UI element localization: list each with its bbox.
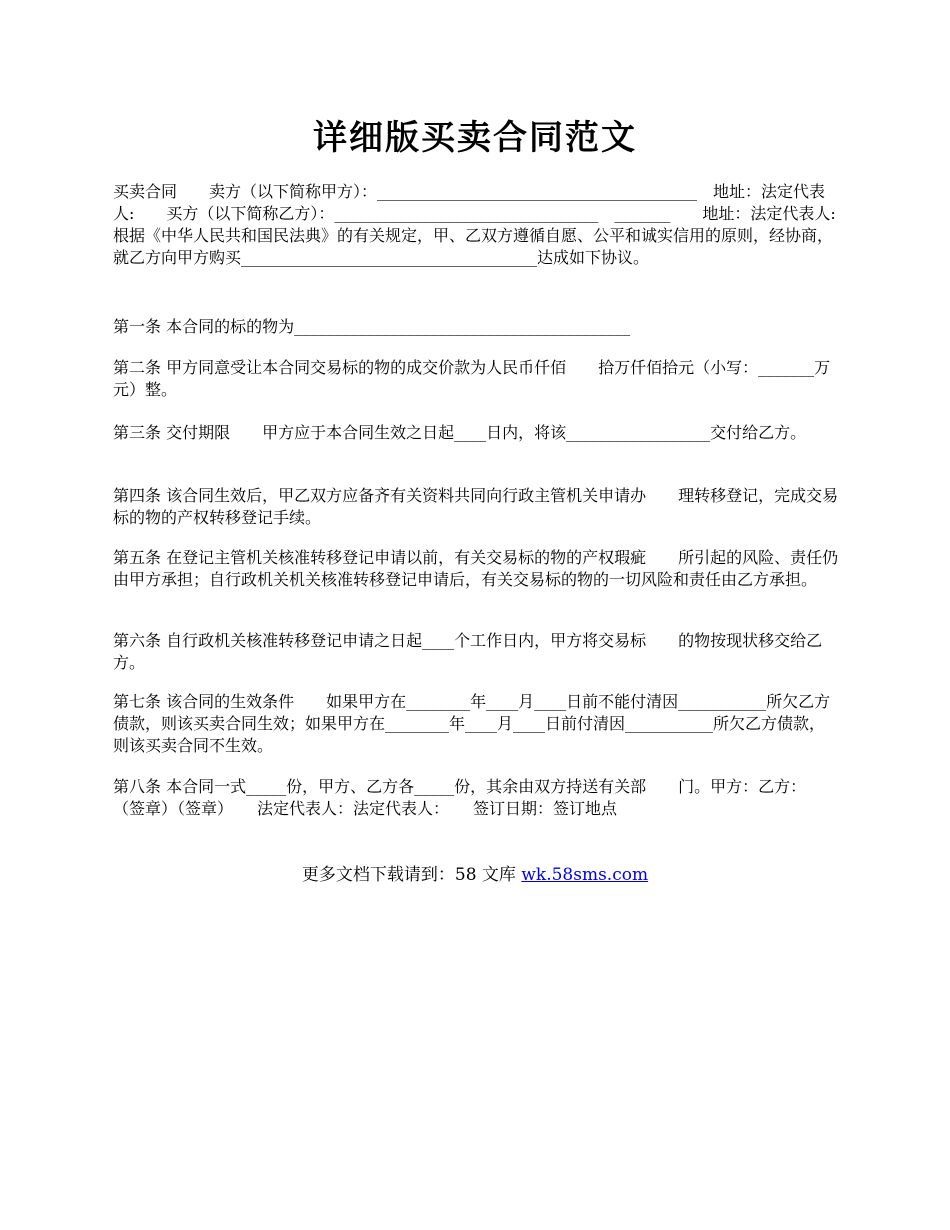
footer-link[interactable]: wk.58sms.com <box>521 865 649 885</box>
document-title: 详细版买卖合同范文 <box>313 118 637 158</box>
footer-text: 更多文档下载请到：58 文库 <box>301 865 522 885</box>
article-6: 第六条 自行政机关核准转移登记申请之日起____个工作日内，甲方将交易标 的物按现状移交给乙方。 <box>113 631 823 672</box>
article-4: 第四条 该合同生效后，甲乙双方应备齐有关资料共同向行政主管机关申请办 理转移登记，完成交易标的物的产权转移登记手续。 <box>113 486 839 527</box>
article-8-and-signatures: 第八条 本合同一式_____份，甲方、乙方各_____份，其余由双方持送有关部 门。甲方：乙方： （签章）（签章） 法定代表人：法定代表人： 签订日期：签订地点 <box>113 777 847 818</box>
article-1: 第一条 本合同的标的物为__________________________________________ <box>113 317 631 336</box>
article-5: 第五条 在登记主管机关核准转移登记申请以前，有关交易标的物的产权瑕疵 所引起的风险、责任仍由甲方承担；自行政机关机关核准转移登记申请后，有关交易标的物的一切风险和责任由乙方承担。 <box>113 548 839 589</box>
contract-preamble: 买卖合同 卖方（以下简称甲方）：________________________________________ 地址：法定代表人: 买方（以下简称乙方）：_________________________________ _______ 地址：法定代表人: 根据《中华人民共和国民法典》的有关规定，甲、乙双方遵循自愿、公平和诚实信用的原则，经协商，就乙方向甲方购买_____________________________________达成如下协议。 <box>113 182 868 267</box>
article-2: 第二条 甲方同意受让本合同交易标的物的成交价款为人民币仟佰 拾万仟佰拾元（小写：_______万元）整。 <box>113 358 831 399</box>
article-7: 第七条 该合同的生效条件 如果甲方在________年____月____日前不能付清因___________所欠乙方债款，则该买卖合同生效；如果甲方在________年____月____日前付清因___________所欠乙方债款，则该买卖合同不生效。 <box>113 692 831 755</box>
article-3: 第三条 交付期限 甲方应于本合同生效之日起____日内，将该__________________交付给乙方。 <box>113 423 807 442</box>
download-footer <box>0 864 950 886</box>
